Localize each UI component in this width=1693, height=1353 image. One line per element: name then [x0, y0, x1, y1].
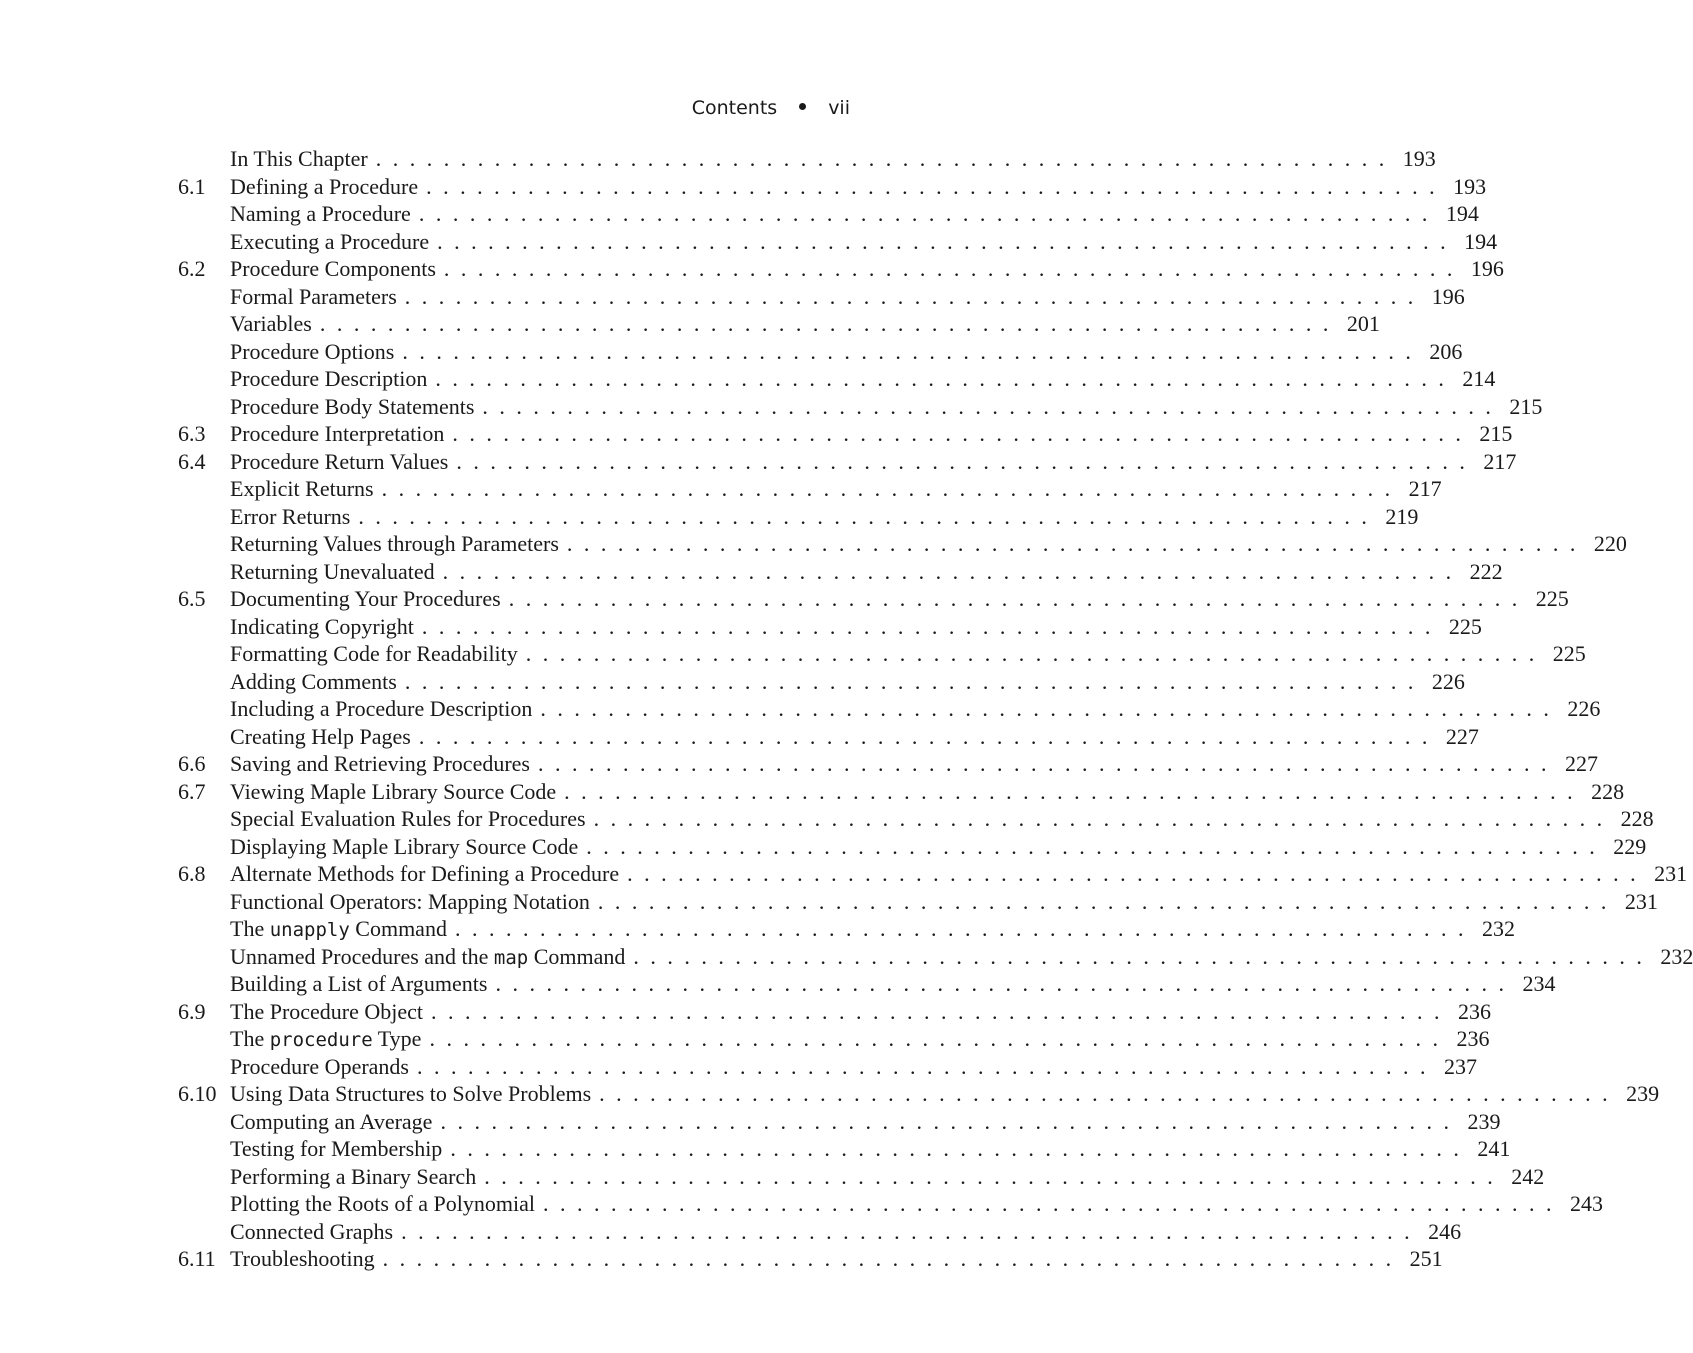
- toc-entry[interactable]: [178, 200, 1479, 228]
- dot-leader: ............................................................: [429, 1026, 1450, 1051]
- section-number: 6.10: [178, 1081, 217, 1106]
- toc-entry[interactable]: [178, 338, 1463, 366]
- toc-entry[interactable]: [178, 668, 1465, 696]
- entry-title-text: Explicit Returns: [230, 476, 374, 501]
- entry-title: [230, 778, 564, 806]
- dot-leader: ............................................................: [319, 311, 1340, 336]
- toc-entry[interactable]: [178, 448, 1517, 476]
- toc-entry[interactable]: [178, 503, 1419, 531]
- entry-title-text-suffix: Command: [528, 943, 626, 969]
- dot-leader: ............................................................: [627, 861, 1648, 886]
- entry-title-text: The: [230, 1026, 270, 1051]
- dot-leader: ............................................................: [456, 448, 1477, 474]
- dot-leader: ............................................................: [442, 558, 1463, 584]
- entry-title-text: The: [230, 916, 270, 941]
- entry-title-text-suffix: Command: [349, 916, 447, 941]
- page-number: 215: [1479, 421, 1513, 446]
- page-number: 214: [1462, 366, 1496, 391]
- entry-title: [230, 668, 405, 696]
- page-number: 225: [1448, 613, 1482, 639]
- toc-entry[interactable]: [178, 585, 1569, 613]
- entry-title: [230, 393, 482, 421]
- entry-title: [230, 1163, 484, 1191]
- entry-title: [230, 640, 526, 668]
- dot-leader: ............................................................: [566, 531, 1587, 556]
- entry-title-text: Plotting the Roots of a Polynomial: [230, 1191, 535, 1216]
- entry-title-text: Using Data Structures to Solve Problems: [230, 1081, 592, 1106]
- page-number: 206: [1429, 338, 1463, 364]
- entry-title-text: Computing an Average: [230, 1108, 433, 1134]
- entry-title: [230, 860, 627, 888]
- section-number: 6.4: [178, 448, 206, 474]
- toc-entry[interactable]: [178, 1245, 1443, 1273]
- dot-leader: ............................................................: [482, 393, 1503, 419]
- dot-leader: ............................................................: [542, 1191, 1563, 1216]
- toc-entry[interactable]: [178, 1163, 1545, 1191]
- section-number: 6.9: [178, 998, 206, 1024]
- toc-entry[interactable]: [178, 283, 1465, 311]
- dot-leader: ............................................................: [443, 256, 1464, 281]
- entry-title-text: Functional Operators: Mapping Notation: [230, 888, 590, 914]
- page-number: 201: [1346, 311, 1380, 336]
- header-title: Contents: [691, 97, 778, 119]
- toc-entry[interactable]: [178, 860, 1688, 888]
- entry-title-text: Naming a Procedure: [230, 201, 411, 226]
- dot-leader: ............................................................: [401, 1218, 1422, 1244]
- dot-leader: ............................................................: [597, 888, 1618, 914]
- dot-leader: ............................................................: [633, 943, 1654, 969]
- entry-title-text: Error Returns: [230, 503, 351, 529]
- toc-entry[interactable]: [178, 613, 1482, 641]
- dot-leader: ............................................................: [593, 806, 1614, 831]
- toc-entry[interactable]: [178, 778, 1625, 806]
- dot-leader: ............................................................: [484, 1163, 1505, 1189]
- page-number: 227: [1445, 723, 1479, 749]
- entry-title-text: Alternate Methods for Defining a Procedure: [230, 861, 620, 886]
- page-number: 219: [1385, 503, 1419, 529]
- page-number: 236: [1458, 998, 1492, 1024]
- entry-title-text: In This Chapter: [230, 146, 368, 171]
- entry-title-text: Unnamed Procedures and the: [230, 943, 494, 969]
- page-number: 232: [1660, 943, 1693, 969]
- entry-title: [230, 475, 382, 503]
- entry-title-text: Procedure Body Statements: [230, 393, 475, 419]
- page-number: 226: [1567, 696, 1601, 721]
- entry-title: [230, 695, 540, 723]
- dot-leader: ............................................................: [418, 201, 1439, 226]
- toc-entry[interactable]: [178, 393, 1543, 421]
- dot-leader: ............................................................: [358, 503, 1379, 529]
- entry-title: [230, 420, 452, 448]
- toc-entry[interactable]: [178, 833, 1647, 861]
- page-number: 231: [1654, 861, 1688, 886]
- page-number: 217: [1408, 476, 1442, 501]
- section-number: 6.6: [178, 751, 206, 776]
- entry-title: [230, 1190, 543, 1218]
- entry-title-text: Including a Procedure Description: [230, 696, 533, 721]
- toc-entry[interactable]: [178, 255, 1504, 283]
- entry-title: [230, 970, 495, 998]
- entry-title: [230, 915, 455, 945]
- entry-title: [230, 1218, 401, 1246]
- entry-title-text: Procedure Interpretation: [230, 421, 445, 446]
- toc-entry[interactable]: [178, 310, 1380, 338]
- section-number: 6.2: [178, 256, 206, 281]
- toc-entry[interactable]: [178, 1135, 1511, 1163]
- entry-title-text: Building a List of Arguments: [230, 971, 488, 996]
- page-number: 239: [1467, 1108, 1501, 1134]
- page-number: 237: [1444, 1053, 1477, 1079]
- entry-title: [230, 558, 443, 586]
- entry-title-text: Creating Help Pages: [230, 723, 411, 749]
- toc-entry[interactable]: [178, 1218, 1462, 1246]
- dot-leader: ............................................................: [375, 146, 1396, 171]
- toc-entry[interactable]: [178, 695, 1601, 723]
- page-number: 225: [1535, 586, 1569, 611]
- entry-title-text: Executing a Procedure: [230, 228, 430, 254]
- entry-title-text: Troubleshooting: [230, 1246, 375, 1271]
- page-number: 227: [1565, 751, 1598, 776]
- dot-leader: ............................................................: [508, 586, 1529, 611]
- toc-entry[interactable]: [178, 805, 1654, 833]
- section-number: 6.11: [178, 1246, 216, 1271]
- toc-entry[interactable]: [178, 145, 1436, 173]
- toc-entry[interactable]: [178, 888, 1658, 916]
- entry-title: [230, 585, 509, 613]
- dot-leader: ............................................................: [564, 778, 1585, 804]
- dot-leader: ............................................................: [454, 916, 1475, 941]
- entry-title-code: map: [493, 946, 529, 969]
- toc-entry[interactable]: [178, 228, 1498, 256]
- entry-title: [230, 1135, 450, 1163]
- dot-leader: ............................................................: [452, 421, 1473, 446]
- dot-leader: ............................................................: [426, 173, 1447, 199]
- entry-title: [230, 723, 419, 751]
- dot-leader: ............................................................: [417, 1053, 1437, 1079]
- toc-entry[interactable]: [178, 915, 1515, 943]
- toc-entry[interactable]: [178, 750, 1598, 778]
- dot-leader: ............................................................: [435, 366, 1456, 391]
- dot-leader: ............................................................: [382, 1246, 1403, 1271]
- dot-leader: ............................................................: [540, 696, 1561, 721]
- entry-title-text: Documenting Your Procedures: [230, 586, 501, 611]
- entry-title: [230, 1080, 599, 1108]
- page-number: 236: [1456, 1026, 1490, 1051]
- entry-title: [230, 283, 405, 311]
- toc-entry[interactable]: [178, 530, 1627, 558]
- page-number: 232: [1481, 916, 1515, 941]
- entry-title: [230, 228, 437, 256]
- entry-title-text: Procedure Return Values: [230, 448, 449, 474]
- toc-entry[interactable]: [178, 365, 1496, 393]
- entry-title-text: Saving and Retrieving Procedures: [230, 751, 530, 776]
- toc-entry[interactable]: [178, 1053, 1477, 1081]
- entry-title: [230, 255, 444, 283]
- dot-leader: ............................................................: [437, 228, 1458, 254]
- entry-title-text: Viewing Maple Library Source Code: [230, 778, 557, 804]
- entry-title: [230, 448, 456, 476]
- entry-title: [230, 1245, 383, 1273]
- page-number: 217: [1483, 448, 1517, 474]
- entry-title: [230, 805, 594, 833]
- entry-title: [230, 750, 538, 778]
- entry-title-text: Procedure Operands: [230, 1053, 409, 1079]
- entry-title-text: Performing a Binary Search: [230, 1163, 477, 1189]
- entry-title: [230, 503, 358, 531]
- page-number: 241: [1477, 1136, 1511, 1161]
- entry-title-text: Connected Graphs: [230, 1218, 394, 1244]
- toc-entry[interactable]: [178, 1190, 1603, 1218]
- toc-entry[interactable]: [178, 475, 1442, 503]
- entry-title: [230, 145, 376, 173]
- page-number: 226: [1431, 668, 1465, 694]
- dot-leader: ............................................................: [440, 1108, 1461, 1134]
- dot-leader: ............................................................: [421, 613, 1442, 639]
- toc-entry[interactable]: [178, 723, 1479, 751]
- entry-title: [230, 338, 402, 366]
- header-page-number: vii: [828, 97, 850, 119]
- entry-title: [230, 1108, 440, 1136]
- section-number: 6.1: [178, 173, 206, 199]
- entry-title-text: Returning Unevaluated: [230, 558, 435, 584]
- page-number: 239: [1626, 1081, 1660, 1106]
- toc-entry[interactable]: [178, 998, 1492, 1026]
- entry-title: [230, 833, 586, 861]
- page-number: 194: [1464, 228, 1498, 254]
- page-number: 243: [1569, 1191, 1603, 1216]
- entry-title-text: Procedure Options: [230, 338, 395, 364]
- entry-title-text: Indicating Copyright: [230, 613, 414, 639]
- page-number: 222: [1469, 558, 1503, 584]
- dot-leader: ............................................................: [404, 283, 1425, 309]
- entry-title-text: Testing for Membership: [230, 1136, 443, 1161]
- toc-entry[interactable]: [178, 420, 1513, 448]
- entry-title-text-suffix: Type: [372, 1026, 422, 1051]
- page-number: 193: [1453, 173, 1487, 199]
- entry-title-text: Procedure Description: [230, 366, 428, 391]
- page-number: 228: [1591, 778, 1625, 804]
- toc-entry[interactable]: [178, 1080, 1660, 1108]
- entry-title-text: Formatting Code for Readability: [230, 641, 518, 666]
- entry-title-text: Special Evaluation Rules for Procedures: [230, 806, 586, 831]
- page-number: 225: [1552, 641, 1586, 666]
- page-number: 193: [1402, 146, 1436, 171]
- dot-leader: ............................................................: [418, 723, 1439, 749]
- entry-title-text: Displaying Maple Library Source Code: [230, 833, 579, 859]
- toc-entry[interactable]: [178, 558, 1503, 586]
- entry-title-code: procedure: [269, 1029, 373, 1051]
- dot-leader: ............................................................: [495, 971, 1516, 996]
- dot-leader: ............................................................: [586, 833, 1607, 859]
- entry-title: [230, 1053, 417, 1081]
- page-number: 194: [1445, 201, 1479, 226]
- entry-title-text: Defining a Procedure: [230, 173, 419, 199]
- toc-entry[interactable]: [178, 1108, 1501, 1136]
- page-number: 196: [1470, 256, 1504, 281]
- entry-title-text: Formal Parameters: [230, 283, 397, 309]
- toc-entry[interactable]: [178, 1025, 1490, 1053]
- bullet-icon: [799, 103, 806, 110]
- entry-title: [230, 888, 598, 916]
- page-number: 246: [1428, 1218, 1462, 1244]
- section-number: 6.7: [178, 778, 206, 804]
- entry-title: [230, 943, 633, 973]
- toc-entry[interactable]: [178, 970, 1556, 998]
- dot-leader: ............................................................: [381, 476, 1402, 501]
- page-number: 229: [1613, 833, 1647, 859]
- page-number: 228: [1620, 806, 1654, 831]
- dot-leader: ............................................................: [538, 751, 1558, 776]
- page-number: 242: [1511, 1163, 1545, 1189]
- dot-leader: ............................................................: [431, 998, 1452, 1024]
- toc-entry[interactable]: [178, 640, 1586, 668]
- entry-title: [230, 998, 431, 1026]
- entry-title-text: Procedure Components: [230, 256, 436, 281]
- dot-leader: ............................................................: [402, 338, 1423, 364]
- dot-leader: ............................................................: [404, 668, 1425, 694]
- entry-title: [230, 173, 426, 201]
- entry-title: [230, 310, 320, 338]
- entry-title-text: Returning Values through Parameters: [230, 531, 559, 556]
- entry-title: [230, 1025, 429, 1055]
- dot-leader: ............................................................: [525, 641, 1546, 666]
- entry-title: [230, 200, 419, 228]
- entry-title: [230, 613, 422, 641]
- section-number: 6.3: [178, 421, 206, 446]
- page-number: 234: [1522, 971, 1556, 996]
- page-number: 196: [1431, 283, 1465, 309]
- entry-title: [230, 530, 567, 558]
- page-number: 251: [1409, 1246, 1443, 1271]
- dot-leader: ............................................................: [450, 1136, 1471, 1161]
- toc-entry[interactable]: [178, 173, 1487, 201]
- running-header: [692, 97, 850, 119]
- page-number: 215: [1509, 393, 1543, 419]
- page-number: 231: [1624, 888, 1658, 914]
- table-of-contents: [178, 145, 1693, 1273]
- entry-title-text: The Procedure Object: [230, 998, 424, 1024]
- entry-title-text: Adding Comments: [230, 668, 397, 694]
- toc-entry[interactable]: [178, 943, 1693, 971]
- entry-title: [230, 365, 435, 393]
- section-number: 6.8: [178, 861, 206, 886]
- entry-title-code: unapply: [269, 919, 350, 941]
- section-number: 6.5: [178, 586, 206, 611]
- entry-title-text: Variables: [230, 311, 312, 336]
- page-number: 220: [1593, 531, 1627, 556]
- dot-leader: ............................................................: [599, 1081, 1620, 1106]
